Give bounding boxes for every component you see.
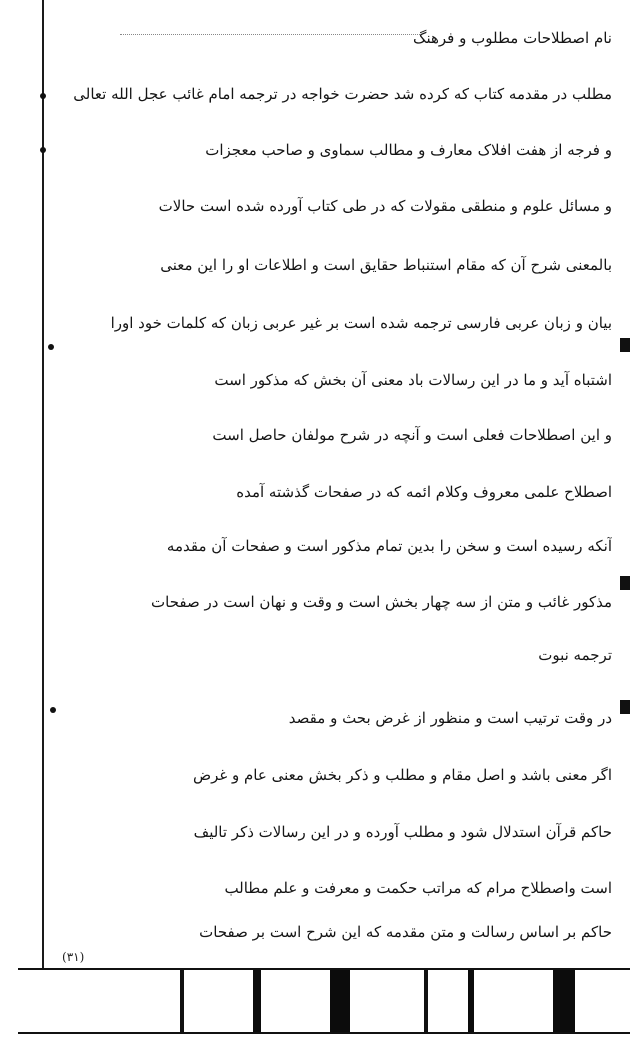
margin-dot xyxy=(40,93,46,99)
strip-divider xyxy=(424,970,428,1032)
page-number: (٣١) xyxy=(62,950,85,964)
text-line: ترجمه نبوت xyxy=(538,646,612,664)
text-line: حاکم بر اساس رسالت و متن مقدمه که این شرح است بر صفحات xyxy=(199,923,612,941)
margin-dot xyxy=(48,344,54,350)
strip-dark-block xyxy=(330,970,350,1032)
text-line: و فرجه از هفت افلاک معارف و مطالب سماوی و صاحب معجزات xyxy=(205,141,612,159)
text-line: آنکه رسیده است و سخن را بدین تمام مذکور است و صفحات آن مقدمه xyxy=(166,537,612,555)
text-line: در وقت ترتیب است و منظور از غرض بحث و مقصد xyxy=(288,709,612,727)
edge-mark xyxy=(620,700,630,714)
bottom-film-strip xyxy=(18,968,630,1034)
text-line: اشتباه آید و ما در این رسالات باد معنی آن بخش که مذکور است xyxy=(214,371,612,389)
text-line: نام اصطلاحات مطلوب و فرهنگ xyxy=(413,29,612,47)
edge-mark xyxy=(620,576,630,590)
strip-divider xyxy=(180,970,184,1032)
strip-dark-block xyxy=(468,970,474,1032)
margin-dot xyxy=(40,147,46,153)
edge-mark xyxy=(620,338,630,352)
text-line: اصطلاح علمی معروف وکلام ائمه که در صفحات گذشته آمده xyxy=(236,483,612,501)
text-line: اگر معنی باشد و اصل مقام و مطلب و ذکر بخش معنی عام و غرض xyxy=(192,766,612,784)
text-line: مذکور غائب و متن از سه چهار بخش است و وقت و نهان است در صفحات xyxy=(151,593,612,611)
text-line: است واصطلاح مرام که مراتب حکمت و معرفت و علم مطالب xyxy=(224,879,612,897)
text-line: مطلب در مقدمه کتاب که کرده شد حضرت خواجه در ترجمه امام غائب عجل الله تعالی xyxy=(73,85,612,103)
text-line: حاکم قرآن استدلال شود و مطلب آورده و در این رسالات ذکر تالیف xyxy=(193,823,612,841)
text-line: بالمعنی شرح آن که مقام استنباط حقایق است و اطلاعات او را این معنی xyxy=(160,256,612,274)
text-line: بیان و زبان عربی فارسی ترجمه شده است بر غیر عربی زبان که کلمات خود اورا xyxy=(110,314,612,332)
text-line: و این اصطلاحات فعلی است و آنچه در شرح مولفان حاصل است xyxy=(212,426,612,444)
strip-dark-block xyxy=(553,970,575,1032)
text-line: و مسائل علوم و منطقی مقولات که در طی کتاب آورده شده است حالات xyxy=(158,197,612,215)
header-scribble xyxy=(120,18,420,35)
margin-rule xyxy=(42,0,44,968)
strip-dark-block xyxy=(253,970,261,1032)
